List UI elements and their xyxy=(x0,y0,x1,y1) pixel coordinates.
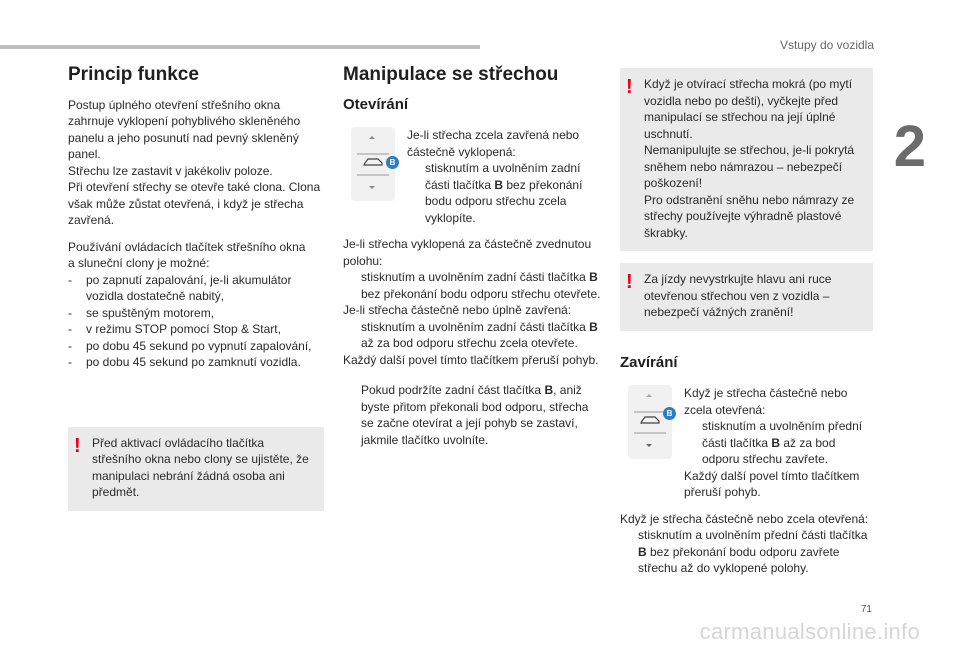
button-ref: B xyxy=(638,544,647,559)
list-item-text: po dobu 45 sekund po zamknutí vozidla. xyxy=(86,355,301,369)
paragraph-interrupt: Každý další povel tímto tlačítkem přeruší pohyb. xyxy=(684,468,860,499)
list-item-text xyxy=(361,269,603,302)
warning-icon: ! xyxy=(74,434,81,457)
page-number: 71 xyxy=(860,604,872,615)
line: zahrnuje vyklopení pohyblivého skleněného xyxy=(68,114,301,128)
paragraph-open: Když je střecha částečně nebo zcela otevřená: xyxy=(620,511,869,526)
warning-text: Když je otvírací střecha mokrá (po mytí vozidla nebo po dešti), vyčkejte před manipulací se střechou na její úplné uschnutí. Nemanipulujte se střechou, je-li pokrytá sněhem nebo námrazou – nebezpečí poškození! Pro odstranění sněhu nebo námrazy ze střechy používejte výhradně plastové škrabky. xyxy=(644,77,855,240)
roof-switch-icon xyxy=(628,385,674,461)
text: , aniž byste přitom překonali bod odporu, střecha se začne otevírat a její pohyb se zastaví, jakmile tlačítko uvolníte. xyxy=(361,383,589,447)
bullet-icon xyxy=(407,160,425,226)
text: bez překonání bodu odporu zavřete střechu až do vyklopené polohy. xyxy=(638,544,840,575)
line: panel. xyxy=(68,147,101,161)
list-item xyxy=(68,305,324,322)
list-item-text: se spuštěným motorem, xyxy=(86,305,215,320)
subsection-title-opening: Otevírání xyxy=(343,95,409,113)
list-item-text: po dobu 45 sekund po vypnutí zapalování, xyxy=(86,338,312,353)
section-title-operation: Manipulace se střechou xyxy=(343,64,559,85)
chapter-title: Vstupy do vozidla xyxy=(779,38,874,52)
column-operation xyxy=(343,62,603,448)
bullet-icon xyxy=(343,269,361,302)
text: stisknutím a uvolněním zadní části tlačítka xyxy=(361,270,590,284)
button-ref: B xyxy=(589,270,598,284)
line: však může zůstat otevřená, i když je střecha xyxy=(68,196,304,211)
watermark: carmanualsonline.info xyxy=(699,619,920,644)
column-principle xyxy=(68,62,324,511)
opening-figure-text xyxy=(407,127,603,226)
dash-mark: - xyxy=(68,338,72,353)
button-b-badge: B xyxy=(386,156,399,169)
list-item-text xyxy=(425,160,603,226)
text: až za bod odporu střechu zcela otevřete. xyxy=(361,336,578,350)
warning-box-head-hands xyxy=(620,263,873,331)
column-safety-closing xyxy=(620,68,873,577)
line: panelu a jeho posunutí nad pevný skleněný xyxy=(68,130,299,145)
principle-paragraph xyxy=(68,97,324,229)
list-item-text: v režimu STOP pomocí Stop & Start, xyxy=(86,322,281,336)
text: bez překonání bodu odporu střechu otevřete. xyxy=(361,286,601,301)
button-ref: B xyxy=(544,383,554,397)
paragraph-interrupt: Každý další povel tímto tlačítkem přeruší pohyb. xyxy=(343,352,599,367)
warning-icon: ! xyxy=(626,271,633,293)
dash-mark: - xyxy=(68,305,72,320)
text: stisknutím a uvolněním přední části tlačítka xyxy=(638,528,868,542)
dash-mark: - xyxy=(68,355,72,369)
list-item-text xyxy=(638,527,873,577)
line: Postup úplného otevření střešního okna xyxy=(68,97,281,112)
roof-switch-figure xyxy=(628,385,674,461)
warning-text: Za jízdy nevystrkujte hlavu ani ruce otevřenou střechou ven z vozidla – nebezpečí vážných zranění! xyxy=(644,272,832,319)
paragraph-tilted: Je-li střecha vyklopená za částečně zvednutou polohu: xyxy=(343,237,592,268)
warning-icon: ! xyxy=(626,76,633,98)
text: stisknutím a uvolněním zadní části tlačítka xyxy=(361,319,590,334)
text: stisknutím a uvolněním přední části tlačítka xyxy=(702,419,863,450)
text: stisknutím a uvolněním zadní části tlačítka xyxy=(425,161,581,192)
line: zavřená. xyxy=(68,213,115,227)
button-ref: B xyxy=(494,177,504,192)
button-b-badge: B xyxy=(663,407,676,420)
list-item xyxy=(407,160,603,226)
usage-intro xyxy=(68,239,324,272)
line: a sluneční clony je možné: xyxy=(68,256,210,270)
bullet-icon xyxy=(620,527,638,577)
list-item xyxy=(68,321,324,338)
list-item xyxy=(343,382,603,448)
list-item xyxy=(684,418,873,468)
bullet-icon xyxy=(343,382,361,448)
button-ref: B xyxy=(771,435,781,450)
section-title-principle: Princip funkce xyxy=(68,64,199,85)
opening-figure-row xyxy=(343,127,603,226)
line: Používání ovládacích tlačítek střešního okna xyxy=(68,239,306,254)
list-item xyxy=(68,338,324,355)
list-item-text xyxy=(702,418,873,468)
opening-intro: Je-li střecha zcela zavřená nebo částečně vyklopená: xyxy=(407,128,580,159)
line: Při otevření střechy se otevře také clona. Clona xyxy=(68,180,321,194)
list-item-text xyxy=(361,319,603,352)
list-item-text: po zapnutí zapalování, je-li akumulátor vozidla dostatečně nabitý, xyxy=(86,272,292,303)
line: Střechu lze zastavit v jakékoliv poloze. xyxy=(68,163,273,178)
text: až za bod odporu střechu zavřete. xyxy=(702,435,836,466)
dash-mark: - xyxy=(68,272,72,287)
text: Pokud podržíte zadní část tlačítka xyxy=(361,383,545,397)
list-item xyxy=(68,272,324,305)
dash-mark: - xyxy=(68,322,72,336)
list-item xyxy=(343,319,603,352)
subsection-title-closing: Zavírání xyxy=(620,353,678,371)
header-rule xyxy=(0,45,480,49)
warning-text: Před aktivací ovládacího tlačítka střešního okna nebo clony se ujistěte, že manipulaci nebrání žádná osoba ani předmět. xyxy=(92,435,309,499)
roof-switch-figure xyxy=(351,127,397,203)
bullet-icon xyxy=(343,319,361,352)
paragraph-closed: Je-li střecha částečně nebo úplně zavřená: xyxy=(343,303,572,317)
list-item xyxy=(620,527,873,577)
text: bez překonání bodu odporu střechu zcela vyklopíte. xyxy=(425,177,583,225)
list-item xyxy=(343,269,603,302)
warning-box-wet-roof xyxy=(620,68,873,251)
warning-box-obstruction xyxy=(68,427,324,511)
closing-intro: Když je střecha částečně nebo zcela otevřená: xyxy=(684,386,848,417)
chapter-number: 2 xyxy=(893,114,926,179)
closing-figure-row xyxy=(620,385,873,501)
closing-figure-text xyxy=(684,385,873,501)
bullet-icon xyxy=(684,418,702,468)
list-item-text xyxy=(361,382,603,448)
list-item xyxy=(68,354,324,371)
button-ref: B xyxy=(589,319,598,334)
